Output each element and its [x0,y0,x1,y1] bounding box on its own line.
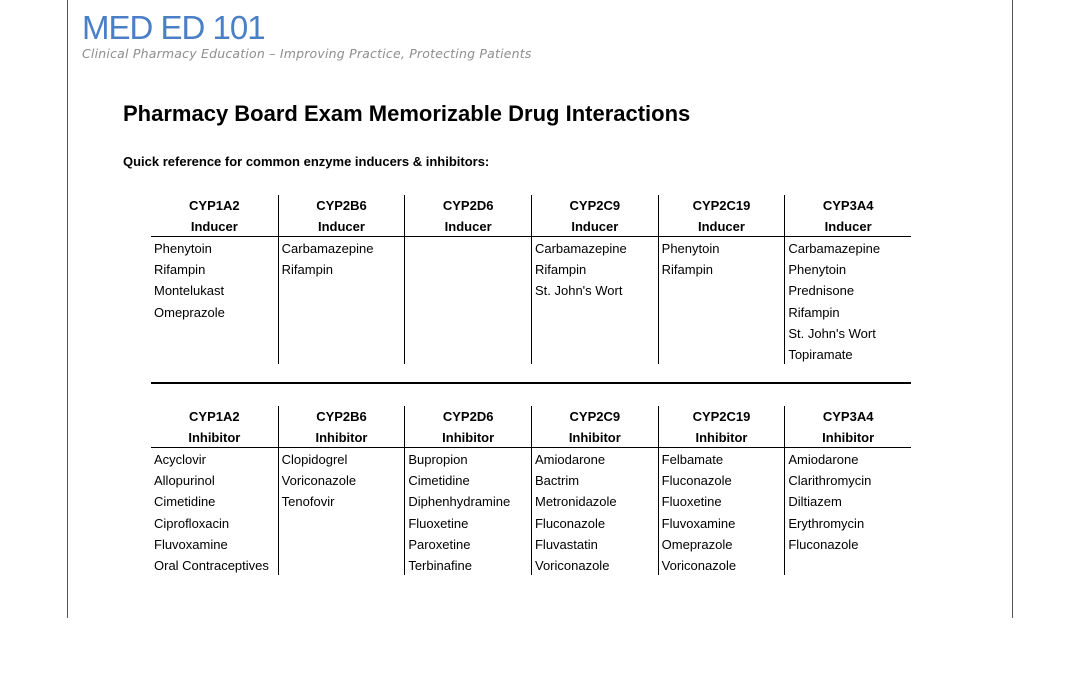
inducers-column-cyp1a2 [151,195,278,364]
drug-item: Felbamate [661,452,724,467]
drug-list [532,448,658,576]
inhibitors-column-cyp1a2 [151,406,278,575]
drug-item: Omeprazole [154,304,225,320]
drug-item: Carbamazepine [281,241,374,256]
column-header [279,195,405,237]
drug-list [405,448,531,576]
drug-item: St. John's Wort [534,283,623,299]
column-header [151,195,278,237]
column-header [785,195,911,237]
drug-item: Rifampin [661,262,713,278]
role-label: Inhibitor [822,429,875,445]
role-label: Inhibitor [442,429,495,445]
drug-item: Phenytoin [154,241,212,256]
drug-item: Phenytoin [788,262,847,278]
drug-item: Fluoxetine [661,494,722,510]
enzyme-label: CYP1A2 [189,198,240,213]
inhibitor-table [151,406,911,575]
column-header [151,406,278,448]
enzyme-label: CYP2C19 [692,198,751,213]
enzyme-label: CYP2C9 [569,409,621,424]
drug-item: Amiodarone [788,452,859,467]
role-label: Inhibitor [315,429,368,445]
drug-item: St. John's Wort [788,325,876,341]
drug-item: Rifampin [788,304,840,320]
drug-list [151,448,278,576]
drug-item: Rifampin [534,262,587,278]
inducers-column-cyp2c9 [531,195,658,364]
enzyme-label: CYP2B6 [316,198,367,213]
drug-list [785,237,911,365]
drug-item: Cimetidine [154,494,216,510]
enzyme-label: CYP3A4 [822,198,874,213]
drug-item: Fluvoxamine [661,515,736,531]
enzyme-label: CYP2D6 [442,409,494,424]
inducers-column-cyp2c19 [658,195,785,364]
drug-item: Prednisone [788,283,855,299]
inhibitors-column-cyp3a4 [784,406,911,575]
tagline: Clinical Pharmacy Education – Improving Practice, Protecting Patients [82,46,532,61]
drug-list [405,237,531,238]
drug-item: Diphenhydramine [408,494,511,510]
drug-item: Montelukast [154,283,225,299]
enzyme-label: CYP2B6 [316,409,367,424]
enzyme-label: CYP3A4 [822,409,874,424]
page-edge-right [1012,0,1013,618]
drug-item: Carbamazepine [534,241,627,256]
role-label: Inducer [444,218,492,234]
column-header [532,195,658,237]
column-header [785,406,911,448]
enzyme-label: CYP2C9 [569,198,621,213]
role-label: Inducer [190,218,238,234]
drug-item: Voriconazole [661,558,737,574]
drug-list [151,237,278,323]
drug-item: Phenytoin [661,241,720,256]
drug-item: Fluvastatin [534,536,598,552]
role-label: Inducer [571,218,619,234]
drug-list [279,237,405,280]
drug-item: Bactrim [534,473,580,489]
enzyme-label: CYP2D6 [442,198,494,213]
logo[interactable]: MED ED 101 [82,9,265,46]
enzyme-label: CYP2C19 [692,409,751,424]
drug-item: Carbamazepine [788,241,881,256]
drug-item: Fluconazole [661,473,732,489]
drug-item: Rifampin [281,262,333,278]
drug-item: Bupropion [408,452,468,467]
role-label: Inducer [698,218,745,234]
drug-item: Oral Contraceptives [154,558,269,574]
drug-item: Erythromycin [788,515,865,531]
drug-list [785,448,911,555]
drug-item: Amiodarone [534,452,606,467]
drug-list [532,237,658,302]
drug-item: Acyclovir [154,452,207,467]
drug-item: Voriconazole [534,558,610,574]
drug-item: Clarithromycin [788,473,872,489]
drug-item: Tenofovir [281,494,335,510]
inducers-column-cyp2b6 [278,195,405,364]
inducer-table [151,195,911,364]
drug-item: Terbinafine [408,558,472,574]
role-label: Inhibitor [568,429,621,445]
inducers-column-cyp2d6 [404,195,531,364]
drug-item: Allopurinol [154,473,215,489]
column-header [405,195,531,237]
enzyme-label: CYP1A2 [189,409,240,424]
role-label: Inducer [318,218,365,234]
inducers-column-cyp3a4 [784,195,911,364]
page-subtitle: Quick reference for common enzyme inducers & inhibitors: [123,154,490,169]
column-header [279,406,405,448]
inhibitors-column-cyp2c9 [531,406,658,575]
drug-item: Fluvoxamine [154,536,228,552]
drug-list [659,237,785,280]
column-header [659,406,785,448]
drug-item: Fluconazole [788,536,859,552]
role-label: Inhibitor [695,429,748,445]
page-edge-left [67,0,68,618]
column-header [532,406,658,448]
inhibitors-column-cyp2d6 [404,406,531,575]
drug-item: Rifampin [154,262,206,278]
drug-item: Cimetidine [408,473,470,489]
inhibitors-column-cyp2c19 [658,406,785,575]
drug-item: Clopidogrel [281,452,348,467]
drug-item: Metronidazole [534,494,617,510]
drug-list [659,448,785,576]
drug-list [279,448,405,513]
role-label: Inducer [824,218,872,234]
drug-item: Voriconazole [281,473,357,489]
drug-item: Fluoxetine [408,515,469,531]
drug-item: Topiramate [788,347,853,363]
drug-item: Paroxetine [408,536,471,552]
role-label: Inhibitor [188,429,241,445]
column-header [659,195,785,237]
section-divider [151,382,911,384]
drug-item: Diltiazem [788,494,842,510]
drug-item: Fluconazole [534,515,606,531]
column-header [405,406,531,448]
drug-item: Ciprofloxacin [154,515,230,531]
brand-header [82,10,532,61]
inhibitors-column-cyp2b6 [278,406,405,575]
page-title: Pharmacy Board Exam Memorizable Drug Interactions [123,101,691,126]
drug-item: Omeprazole [661,536,733,552]
